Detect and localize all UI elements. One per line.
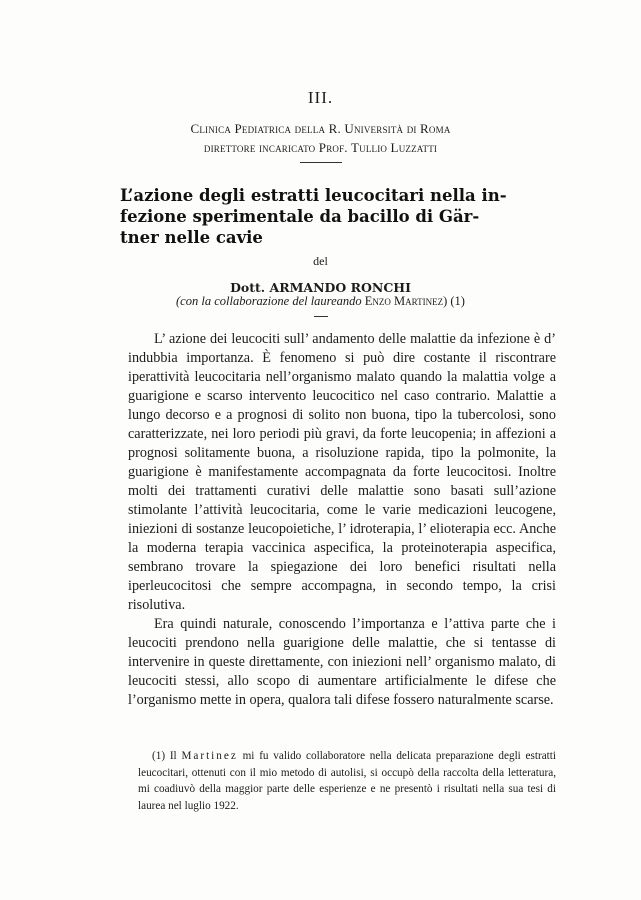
header-rule <box>300 162 342 163</box>
body-paragraph: L’ azione dei leucociti sull’ andamento delle malattie da infezione è d’ indubbia importanza. È fenomeno si può dire costante il riscontrare iperattività leucocitaria nell’organismo malato quando la malattia volge a guarigione e scarso intervento leucocitico nel caso contrario. Malattie a lungo decorso e a prognosi di solito non buona, tipo la tubercolosi, sono caratterizzate, nei loro periodi più gravi, da forte leucopenia; in affezioni a prognosi solitamente buona, a risoluzione rapida, tipo la polmonite, la guarigione è manifestamente accompagnata da forte leucocitosi. Inoltre molti dei trattamenti curativi delle malattie sono basati sull’azione stimolante l’attività leucocitaria, come le varie medicazioni leucogene, iniezioni di sostanze leucopoietiche, l’ idroterapia, l’ elioterapia ecc. Anche la moderna terapia vaccinica aspecifica, la proteinoterapia aspecifica, sembrano trovare la spiegazione dei loro benefici risultati nella iperleucocitosi che sempre accompagna, in secondo tempo, la crisi risolutiva. <box>128 331 556 613</box>
section-number: III. <box>307 88 334 107</box>
title-line: tner nelle cavie <box>120 228 263 247</box>
clinic-name: Clinica Pediatrica della R. Università di Roma <box>190 121 451 136</box>
footnote-name: Martinez <box>181 750 238 762</box>
title-line: fezione sperimentale da bacillo di Gär- <box>120 207 480 226</box>
article-title <box>120 185 560 248</box>
collab-suffix: ) (1) <box>443 294 465 308</box>
author-name: Dott. ARMANDO RONCHI <box>230 280 411 295</box>
footnote-marker: (1) Il <box>152 750 177 762</box>
author-rule <box>314 316 328 317</box>
collab-name: Enzo Martinez <box>364 294 444 308</box>
byline-del: del <box>313 254 328 268</box>
article-body <box>128 330 556 710</box>
author-collaboration <box>0 294 641 309</box>
clinic-director: direttore incaricato Prof. Tullio Luzzatti <box>203 140 438 155</box>
footnote-text: mi fu valido collaboratore nella delicata preparazione degli estratti leucocitari, ottenuti con il mio metodo di autolisi, si occupò della raccolta della letteratura, mi coadiuvò della maggior parte delle esperienze e ne presentò i risultati nella sua tesi di laurea nel luglio 1922. <box>138 750 557 812</box>
body-paragraph: Era quindi naturale, conoscendo l’importanza e l’attiva parte che i leucociti prendono nella guarigione delle malattie, che si tentasse di intervenire in queste direttamente, con iniezioni nell’ organismo malato, di leucociti stessi, allo scopo di aumentare artificialmente le difese che l’organismo mette in opera, qualora tali difese fossero naturalmente scarse. <box>128 616 556 708</box>
footnote <box>138 748 556 814</box>
title-line: L’azione degli estratti leucocitari nella in- <box>120 186 507 205</box>
collab-prefix: (con la collaborazione del laureando <box>176 294 362 308</box>
